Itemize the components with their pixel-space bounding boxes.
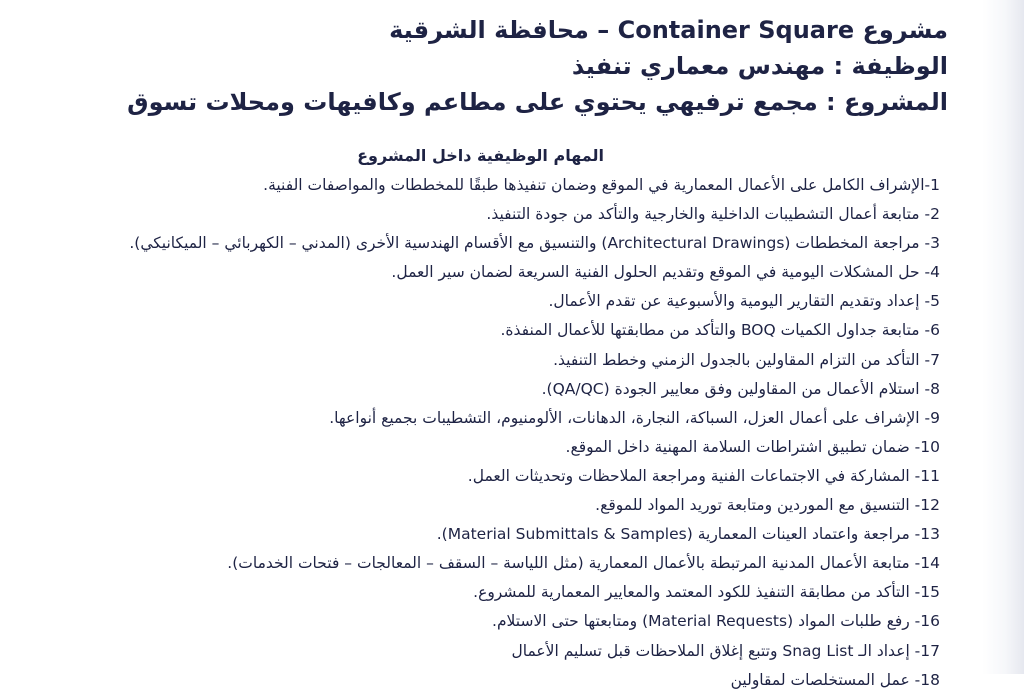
task-item: 15- التأكد من مطابقة التنفيذ للكود المعتمد والمعايير المعمارية للمشروع. [473,583,940,602]
task-item: 6- متابعة جداول الكميات BOQ والتأكد من مطابقتها للأعمال المنفذة. [500,321,940,340]
task-item: 2- متابعة أعمال التشطيبات الداخلية والخارجية والتأكد من جودة التنفيذ. [486,205,940,224]
task-item: 18- عمل المستخلصات لمقاولين [730,670,940,689]
task-item: 3- مراجعة المخططات (Architectural Drawings) والتنسيق مع الأقسام الهندسية الأخرى (المدني – الكهربائي – الميكانيكي). [129,234,940,253]
project-description-heading: المشروع : مجمع ترفيهي يحتوي على مطاعم وكافيهات ومحلات تسوق [127,88,948,116]
task-item: 8- استلام الأعمال من المقاولين وفق معايير الجودة (QA/QC). [541,379,940,398]
task-item: 12- التنسيق مع الموردين ومتابعة توريد المواد للموقع. [595,496,940,515]
task-item: 14- متابعة الأعمال المدنية المرتبطة بالأعمال المعمارية (مثل اللياسة – السقف – المعالجات – فتحات الخدمات). [227,554,940,573]
task-item: 13- مراجعة واعتماد العينات المعمارية (Material Submittals & Samples). [436,525,940,544]
job-title-heading: الوظيفة : مهندس معماري تنفيذ [571,52,948,80]
task-item: 16- رفع طلبات المواد (Material Requests) ومتابعتها حتى الاستلام. [492,612,940,631]
tasks-title: المهام الوظيفية داخل المشروع [357,146,604,165]
task-item: 7- التأكد من التزام المقاولين بالجدول الزمني وخطط التنفيذ. [553,350,940,369]
tasks-list [20,171,940,695]
task-item: 9- الإشراف على أعمال العزل، السباكة، النجارة، الدهانات، الألومنيوم، التشطيبات بجميع أنواعها. [329,408,940,427]
project-heading: مشروع Container Square – محافظة الشرقية [389,16,948,44]
page-edge-shadow [982,0,1024,674]
task-item: 1-الإشراف الكامل على الأعمال المعمارية في الموقع وضمان تنفيذها طبقًا للمخططات والمواصفات الفنية. [263,176,940,194]
task-item: 11- المشاركة في الاجتماعات الفنية ومراجعة الملاحظات وتحديثات العمل. [467,466,940,485]
header-block [20,12,948,120]
task-item: 5- إعداد وتقديم التقارير اليومية والأسبوعية عن تقدم الأعمال. [548,292,940,311]
task-item: 17- إعداد الـ Snag List وتتبع إغلاق الملاحظات قبل تسليم الأعمال [511,641,940,660]
task-item: 4- حل المشكلات اليومية في الموقع وتقديم الحلول الفنية السريعة لضمان سير العمل. [391,263,940,282]
task-item: 10- ضمان تطبيق اشتراطات السلامة المهنية داخل الموقع. [565,437,940,456]
